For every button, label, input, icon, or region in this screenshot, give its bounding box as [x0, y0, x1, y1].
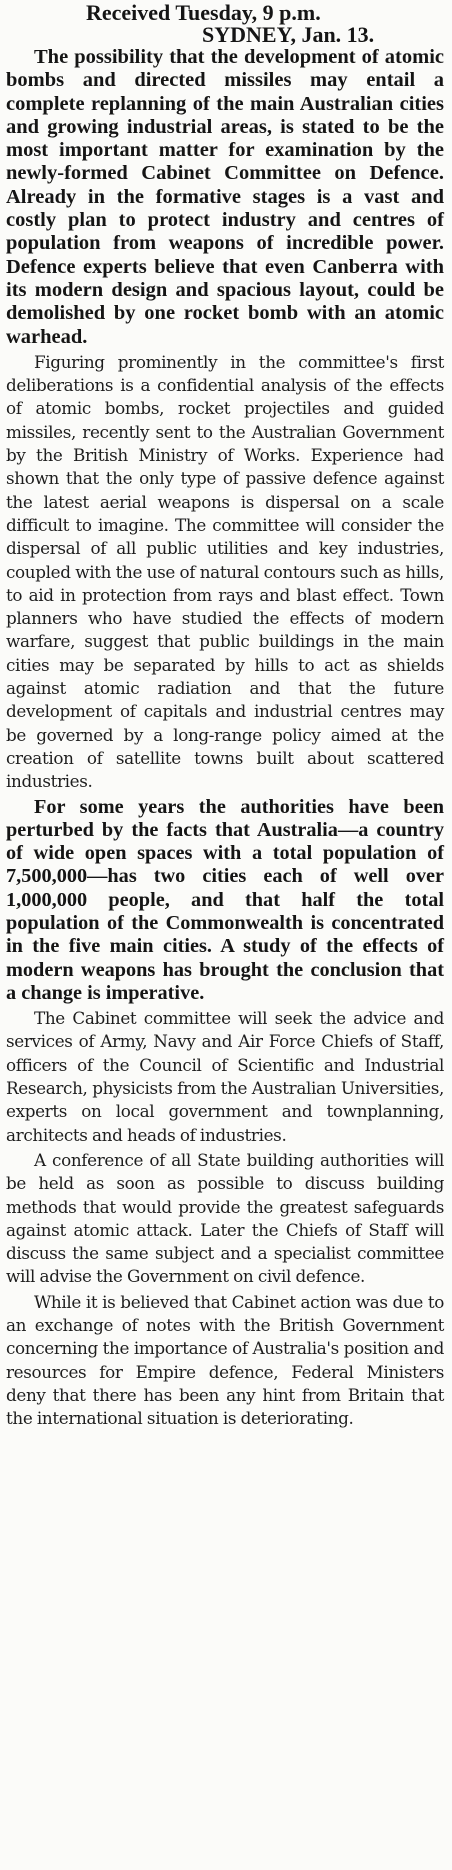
- paragraph-population-concentration: For some years the authorities have been perturbed by the facts that Australia—a country of wide open spaces with a total population of 7,500,000—has two cities each of well over 1,000,000 people, and that half the total population of the Commonwealth is concentrated in the five main cities. A study of the effects of modern weapons has brought the conclusion that a change is imperative.: [6, 795, 444, 1004]
- place-dateline: SYDNEY, Jan. 13.: [202, 22, 375, 47]
- paragraph-committee-deliberations: Figuring prominently in the committee's first deliberations is a confidential analysis of the effects of atomic bombs, rocket projectiles and guided missiles, recently sent to the Australian Government by the British Ministry of Works. Experience had shown that the only type of passive defence against the latest aerial weapons is dispersal on a scale difficult to imagine. The committee will consider the dispersal of all public utilities and key industries, coupled with the use of natural contours such as hills, to aid in protection from rays and blast effect. Town planners who have studied the effects of modern warfare, suggest that public buildings in the main cities may be separated by hills to act as shields against atomic radiation and that the future development of capitals and industrial centres may be governed by a long-range policy aimed at the creation of satellite towns built about scattered industries.: [6, 351, 444, 792]
- lead-paragraph: The possibility that the development of atomic bombs and directed missiles may entail a complete replanning of the main Australian cities and growing industrial areas, is stated to be the most important matter for examination by the newly-formed Cabinet Committee on Defence. Already in the formative stages is a vast and costly plan to protect industry and centres of population from weapons of incredible power. Defence experts believe that even Canberra with its modern design and spacious layout, could be demolished by one rocket bomb with an atomic warhead.: [6, 46, 444, 348]
- paragraph-british-notes: While it is believed that Cabinet action was due to an exchange of notes with the British Government concerning the importance of Australia's position and resources for Empire defence, Federal Ministers deny that there has been any hint from Britain that the international situation is deteriorating.: [6, 1291, 444, 1429]
- article-column: [6, 2, 444, 1431]
- received-dateline: Received Tuesday, 9 p.m.: [86, 0, 321, 25]
- paragraph-cabinet-advisers: The Cabinet committee will seek the advice and services of Army, Navy and Air Force Chiefs of Staff, officers of the Council of Scientific and Industrial Research, physicists from the Australian Universities, experts on local government and townplanning, architects and heads of industries.: [6, 1008, 444, 1145]
- paragraph-building-conference: A conference of all State building authorities will be held as soon as possible to discuss building methods that would provide the greatest safeguards against atomic attack. Later the Chiefs of Staff will discuss the same subject and a specialist committee will advise the Government on civil defence.: [6, 1149, 444, 1287]
